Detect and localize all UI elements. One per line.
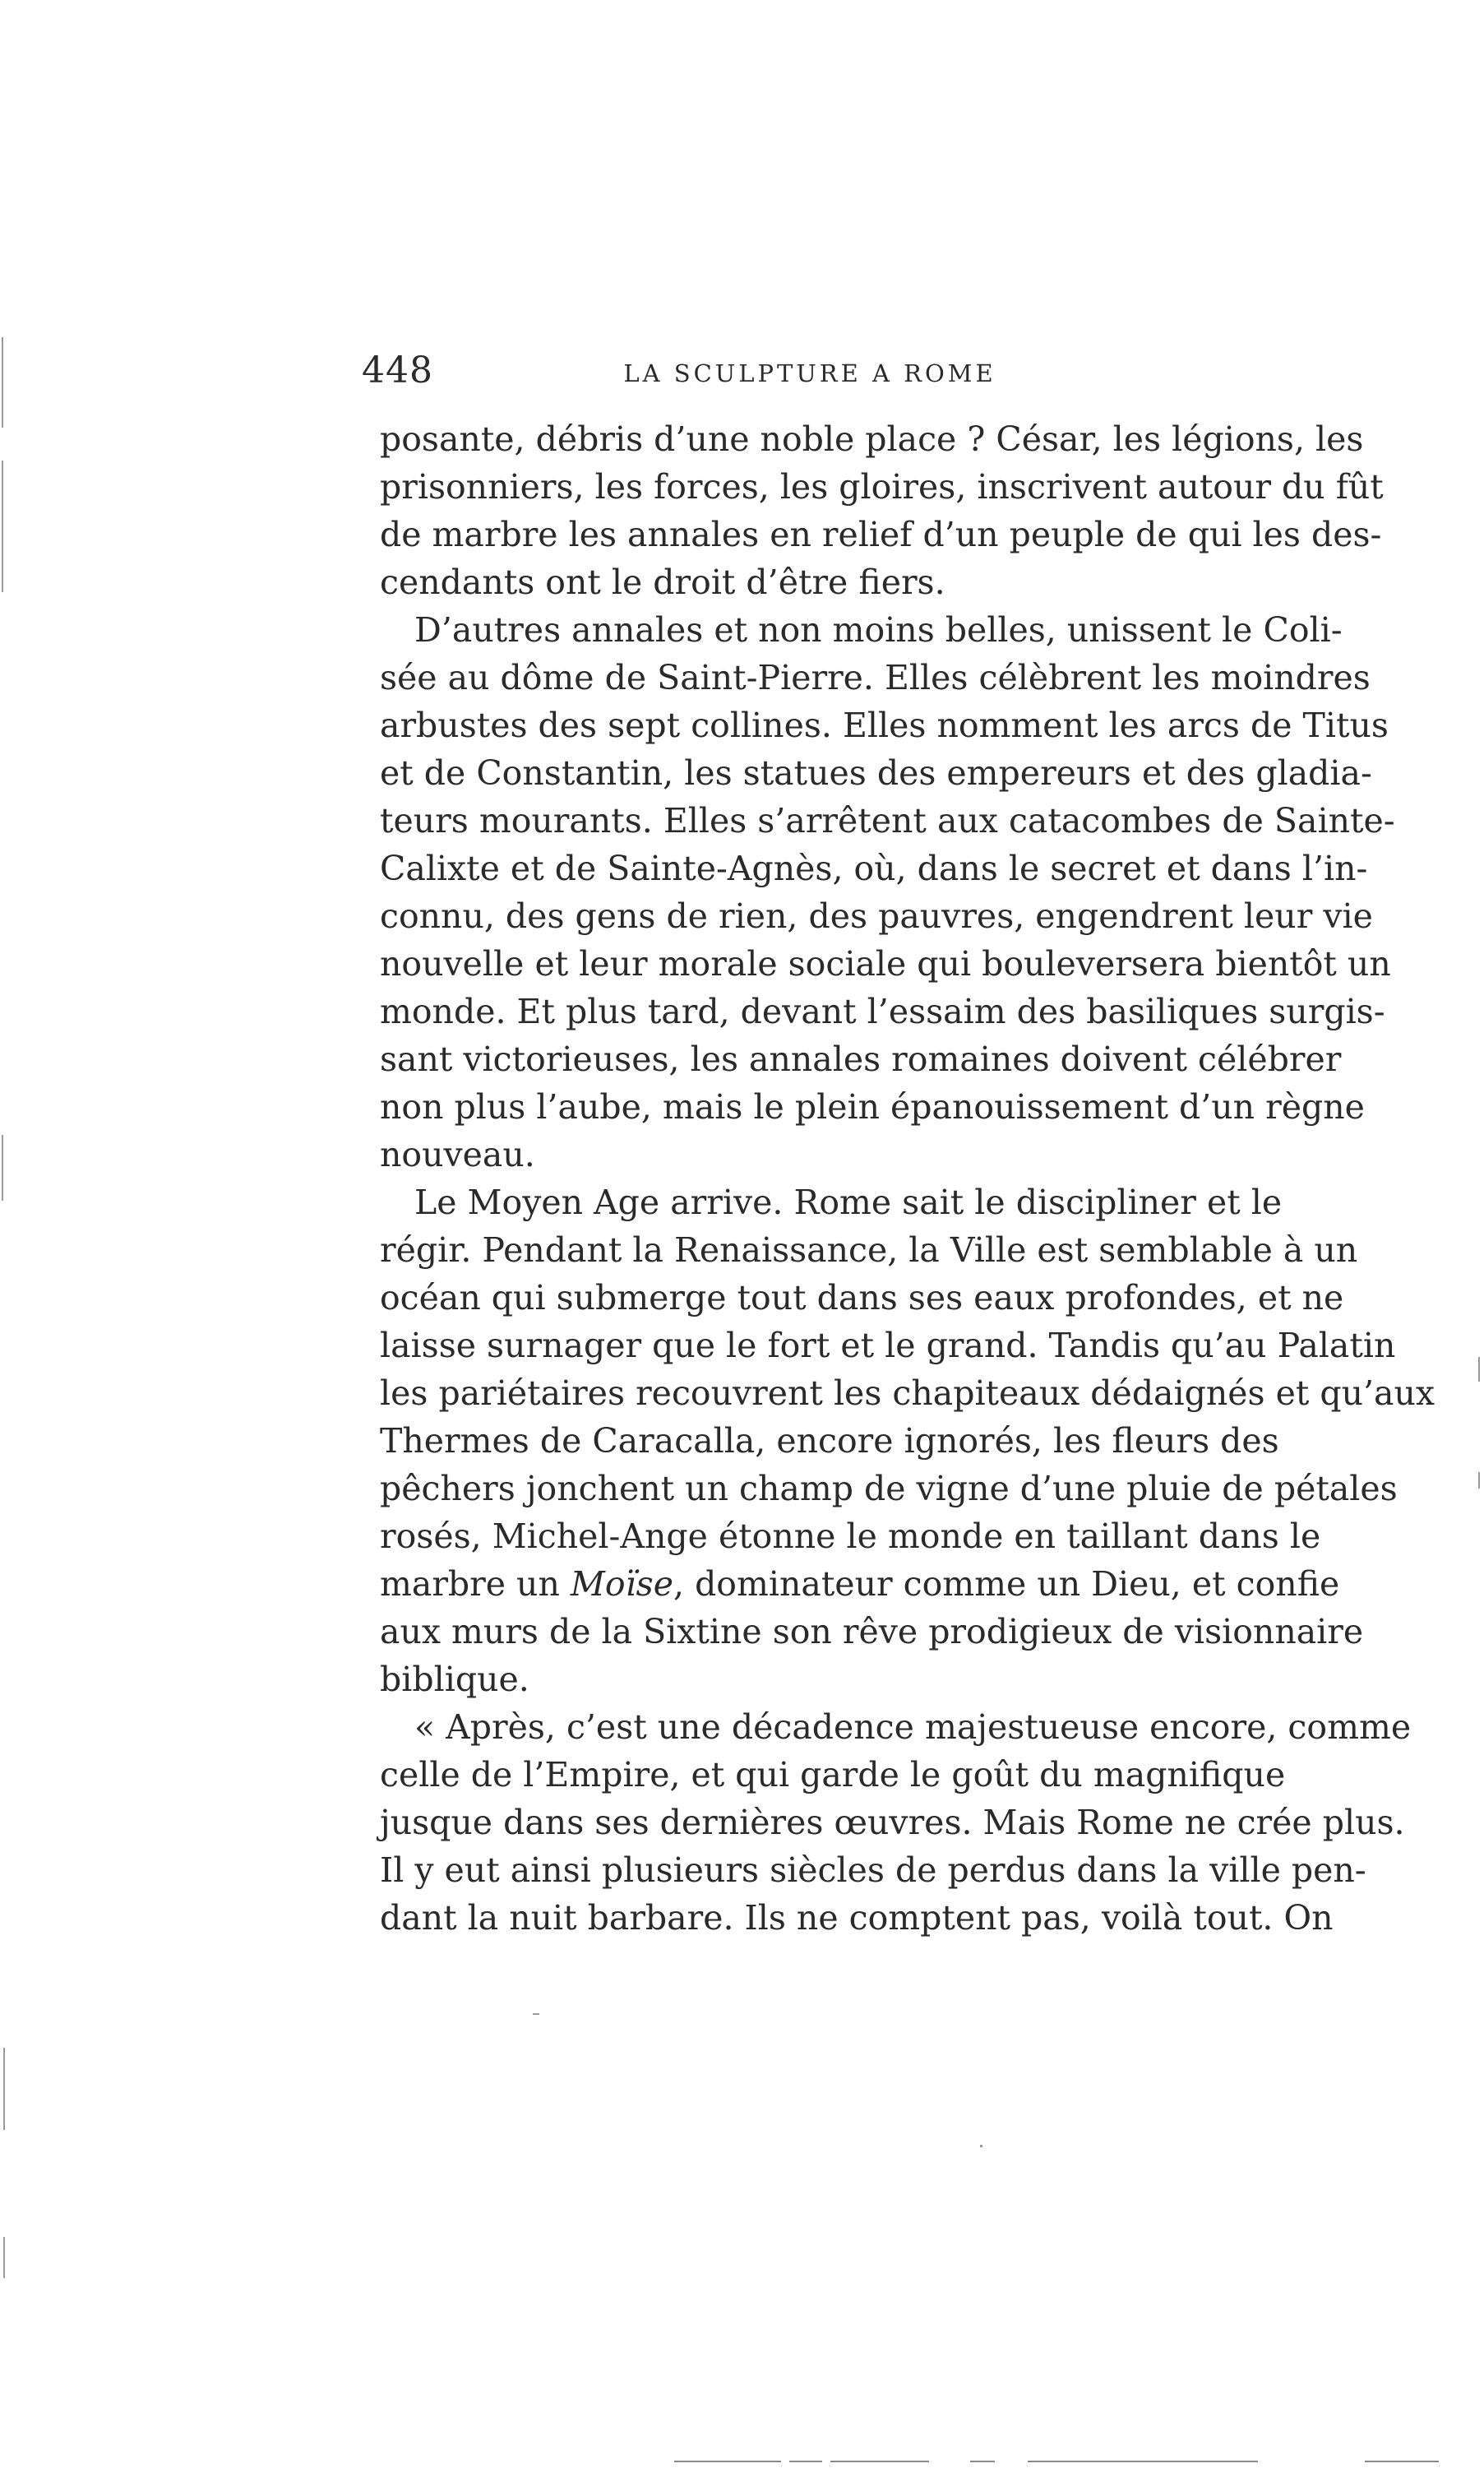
text-line: laisse surnager que le fort et le grand. Tandis qu’au Palatin [380, 1326, 1396, 1365]
text-run: , dominateur comme un Dieu, et confie [673, 1564, 1340, 1604]
text-line: rosés, Michel-Ange étonne le monde en taillant dans le [380, 1517, 1321, 1556]
text-line: teurs mourants. Elles s’arrêtent aux catacombes de Sainte- [380, 801, 1395, 840]
text-line: biblique. [380, 1660, 529, 1699]
footer-rule [830, 2461, 929, 2462]
footer-rule [1028, 2461, 1258, 2462]
text-line: océan qui submerge tout dans ses eaux profondes, et ne [380, 1278, 1344, 1317]
scan-edge-mark [2, 1135, 3, 1201]
text-line: Il y eut ainsi plusieurs siècles de perdus dans la ville pen- [380, 1850, 1366, 1890]
body-text [380, 415, 1435, 1942]
scan-edge-mark [1478, 1357, 1480, 1382]
text-run: marbre un [380, 1564, 571, 1604]
italic-title-moise: Moïse [570, 1564, 673, 1604]
text-line: Calixte et de Sainte-Agnès, où, dans le secret et dans l’in- [380, 849, 1368, 888]
scan-edge-mark [3, 2237, 5, 2278]
text-line: nouvelle et leur morale sociale qui bouleversera bientôt un [380, 944, 1391, 984]
page-number: 448 [362, 350, 433, 391]
text-line: prisonniers, les forces, les gloires, inscrivent autour du fût [380, 467, 1384, 507]
scan-edge-mark [3, 2048, 5, 2130]
text-line: posante, débris d’une noble place ? César, les légions, les [380, 419, 1364, 459]
text-line: cendants ont le droit d’être fiers. [380, 563, 945, 602]
text-line: celle de l’Empire, et qui garde le goût du magnifique [380, 1755, 1286, 1794]
scan-edge-mark [1478, 1472, 1480, 1489]
text-line: non plus l’aube, mais le plein épanouissement d’un règne [380, 1087, 1365, 1127]
scan-edge-mark [2, 461, 3, 592]
text-line: et de Constantin, les statues des empereurs et des gladia- [380, 753, 1372, 793]
text-line: monde. Et plus tard, devant l’essaim des basiliques surgis- [380, 992, 1385, 1031]
scan-edge-mark [2, 337, 3, 428]
footer-rule [789, 2461, 822, 2462]
text-line: Le Moyen Age arrive. Rome sait le discipliner et le [414, 1183, 1283, 1222]
text-line: D’autres annales et non moins belles, unissent le Coli- [414, 610, 1343, 650]
text-line: sant victorieuses, les annales romaines doivent célébrer [380, 1040, 1342, 1079]
scan-speck [533, 2013, 539, 2015]
text-line: pêchers jonchent un champ de vigne d’une pluie de pétales [380, 1469, 1398, 1508]
text-line: aux murs de la Sixtine son rêve prodigieux de visionnaire [380, 1612, 1364, 1651]
footer-rule [970, 2461, 995, 2462]
running-title: LA SCULPTURE A ROME [623, 359, 996, 387]
text-line: de marbre les annales en relief d’un peuple de qui les des- [380, 515, 1382, 554]
text-line: sée au dôme de Saint-Pierre. Elles célèbrent les moindres [380, 658, 1371, 697]
text-line: les pariétaires recouvrent les chapiteaux dédaignés et qu’aux [380, 1373, 1435, 1413]
text-line: arbustes des sept collines. Elles nomment les arcs de Titus [380, 706, 1389, 745]
page-header [362, 350, 1258, 407]
footer-rule [674, 2461, 781, 2462]
scan-speck [980, 2145, 982, 2147]
text-line: nouveau. [380, 1135, 535, 1174]
text-line: Thermes de Caracalla, encore ignorés, les fleurs des [380, 1421, 1279, 1461]
text-line: régir. Pendant la Renaissance, la Ville est semblable à un [380, 1230, 1358, 1270]
footer-rule [1365, 2461, 1439, 2462]
text-line: connu, des gens de rien, des pauvres, engendrent leur vie [380, 896, 1373, 936]
text-line: jusque dans ses dernières œuvres. Mais Rome ne crée plus. [380, 1803, 1405, 1842]
text-line: « Après, c’est une décadence majestueuse encore, comme [414, 1707, 1412, 1747]
text-line-with-italic [380, 1560, 1340, 1608]
text-line: dant la nuit barbare. Ils ne comptent pas, voilà tout. On [380, 1898, 1334, 1938]
